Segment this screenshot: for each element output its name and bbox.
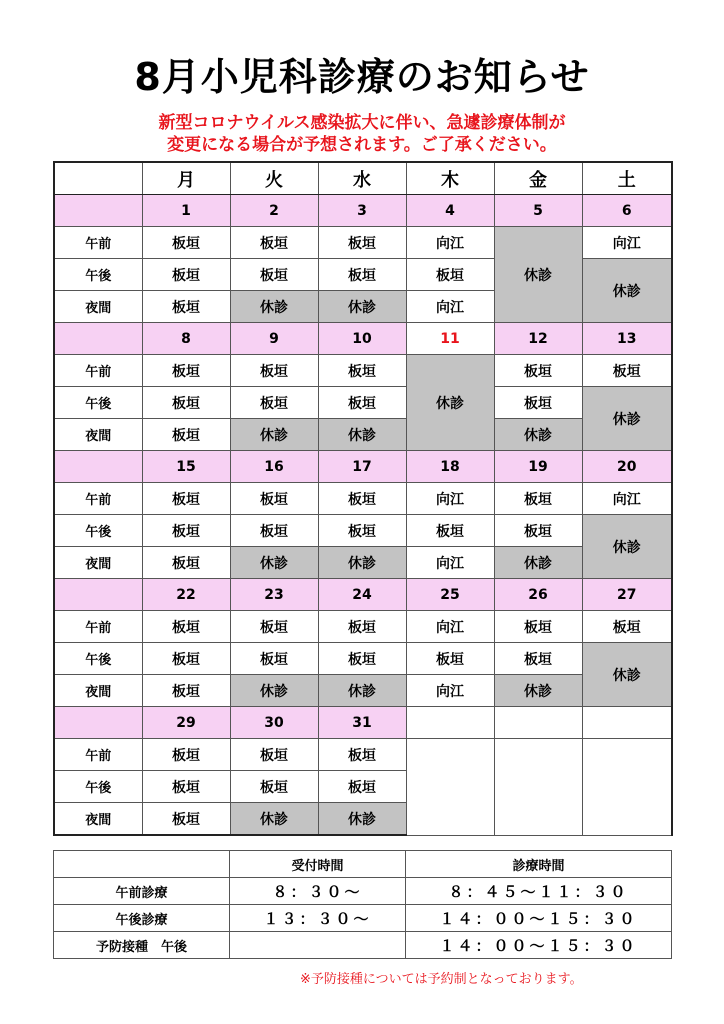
date-cell: 17 <box>318 451 406 483</box>
schedule-cell: 板垣 <box>230 227 318 259</box>
hours-table <box>53 850 672 959</box>
schedule-cell: 板垣 <box>318 355 406 387</box>
empty-date-cell <box>494 707 582 739</box>
date-cell: 1 <box>142 195 230 227</box>
slot-label-am: 午前 <box>54 611 142 643</box>
schedule-cell: 板垣 <box>142 387 230 419</box>
date-cell: 6 <box>582 195 672 227</box>
closed-cell: 休診 <box>230 675 318 707</box>
closed-cell: 休診 <box>230 419 318 451</box>
schedule-cell: 板垣 <box>142 739 230 771</box>
holiday-date-cell: 11 <box>406 323 494 355</box>
schedule-cell: 向江 <box>582 483 672 515</box>
date-cell: 25 <box>406 579 494 611</box>
hours-row-label: 午後診療 <box>54 905 230 932</box>
empty-cell <box>494 739 582 836</box>
date-cell: 8 <box>142 323 230 355</box>
schedule-cell: 板垣 <box>494 355 582 387</box>
slot-label-night: 夜間 <box>54 291 142 323</box>
slot-label-night: 夜間 <box>54 803 142 836</box>
date-cell: 24 <box>318 579 406 611</box>
day-header-fri: 金 <box>494 162 582 195</box>
schedule-cell: 向江 <box>406 291 494 323</box>
schedule-cell: 板垣 <box>318 483 406 515</box>
hours-row-label: 予防接種 午後 <box>54 932 230 959</box>
schedule-calendar <box>53 161 673 836</box>
schedule-cell: 板垣 <box>230 515 318 547</box>
empty-date-cell <box>582 707 672 739</box>
schedule-cell: 板垣 <box>230 771 318 803</box>
date-cell: 2 <box>230 195 318 227</box>
schedule-cell: 板垣 <box>406 259 494 291</box>
schedule-cell: 板垣 <box>142 355 230 387</box>
date-cell: 19 <box>494 451 582 483</box>
date-row-label <box>54 707 142 739</box>
schedule-cell: 向江 <box>406 227 494 259</box>
date-cell: 5 <box>494 195 582 227</box>
closed-cell: 休診 <box>318 419 406 451</box>
slot-label-pm: 午後 <box>54 643 142 675</box>
date-row-label <box>54 323 142 355</box>
hours-header-treatment: 診療時間 <box>406 851 672 878</box>
slot-label-am: 午前 <box>54 355 142 387</box>
closed-cell: 休診 <box>230 803 318 836</box>
slot-label-pm: 午後 <box>54 259 142 291</box>
schedule-cell: 板垣 <box>142 643 230 675</box>
notice-line-2: 変更になる場合が予想されます。ご了承ください。 <box>167 135 557 155</box>
schedule-cell: 板垣 <box>318 739 406 771</box>
day-header-thu: 木 <box>406 162 494 195</box>
slot-label-pm: 午後 <box>54 515 142 547</box>
treatment-time: ８：４５～１１：３０ <box>406 878 672 905</box>
schedule-cell: 板垣 <box>142 227 230 259</box>
schedule-cell: 板垣 <box>318 771 406 803</box>
closed-cell: 休診 <box>318 547 406 579</box>
date-cell: 18 <box>406 451 494 483</box>
date-cell: 20 <box>582 451 672 483</box>
slot-label-am: 午前 <box>54 739 142 771</box>
closed-cell: 休診 <box>582 387 672 451</box>
slot-label-pm: 午後 <box>54 387 142 419</box>
date-cell: 12 <box>494 323 582 355</box>
date-cell: 27 <box>582 579 672 611</box>
schedule-cell: 向江 <box>582 227 672 259</box>
reception-time: １３：３０～ <box>230 905 406 932</box>
schedule-cell: 板垣 <box>142 259 230 291</box>
slot-label-night: 夜間 <box>54 675 142 707</box>
closed-cell: 休診 <box>494 547 582 579</box>
schedule-cell: 板垣 <box>230 387 318 419</box>
corner-cell <box>54 162 142 195</box>
hours-corner-cell <box>54 851 230 878</box>
date-cell: 3 <box>318 195 406 227</box>
day-header-tue: 火 <box>230 162 318 195</box>
slot-label-am: 午前 <box>54 483 142 515</box>
closed-cell: 休診 <box>582 259 672 323</box>
date-cell: 4 <box>406 195 494 227</box>
page-title: 8月小児科診療のお知らせ <box>134 55 590 99</box>
date-cell: 15 <box>142 451 230 483</box>
treatment-time: １４：００～１５：３０ <box>406 932 672 959</box>
schedule-cell: 板垣 <box>230 259 318 291</box>
date-cell: 23 <box>230 579 318 611</box>
empty-cell <box>406 739 494 836</box>
schedule-cell: 板垣 <box>142 675 230 707</box>
slot-label-night: 夜間 <box>54 547 142 579</box>
hours-row-label: 午前診療 <box>54 878 230 905</box>
schedule-cell: 板垣 <box>230 643 318 675</box>
schedule-cell: 板垣 <box>318 227 406 259</box>
schedule-cell: 板垣 <box>230 739 318 771</box>
date-cell: 31 <box>318 707 406 739</box>
day-header-sat: 土 <box>582 162 672 195</box>
schedule-cell: 板垣 <box>142 611 230 643</box>
notice-line-1: 新型コロナウイルス感染拡大に伴い、急遽診療体制が <box>158 113 566 133</box>
schedule-cell: 板垣 <box>142 515 230 547</box>
schedule-cell: 板垣 <box>318 611 406 643</box>
closed-cell: 休診 <box>318 675 406 707</box>
schedule-cell: 板垣 <box>494 643 582 675</box>
date-cell: 16 <box>230 451 318 483</box>
empty-date-cell <box>406 707 494 739</box>
schedule-cell: 板垣 <box>142 419 230 451</box>
schedule-cell: 板垣 <box>494 483 582 515</box>
schedule-cell: 板垣 <box>142 803 230 836</box>
schedule-cell: 板垣 <box>582 355 672 387</box>
closed-cell: 休診 <box>230 547 318 579</box>
schedule-cell: 向江 <box>406 675 494 707</box>
date-cell: 9 <box>230 323 318 355</box>
schedule-cell: 板垣 <box>318 259 406 291</box>
day-header-mon: 月 <box>142 162 230 195</box>
schedule-cell: 板垣 <box>318 515 406 547</box>
closed-cell: 休診 <box>406 355 494 451</box>
schedule-cell: 板垣 <box>494 611 582 643</box>
schedule-cell: 板垣 <box>230 611 318 643</box>
closed-cell: 休診 <box>582 515 672 579</box>
date-cell: 10 <box>318 323 406 355</box>
closed-cell: 休診 <box>318 291 406 323</box>
date-cell: 29 <box>142 707 230 739</box>
schedule-cell: 板垣 <box>406 515 494 547</box>
closed-cell: 休診 <box>318 803 406 836</box>
slot-label-pm: 午後 <box>54 771 142 803</box>
schedule-cell: 板垣 <box>582 611 672 643</box>
treatment-time: １４：００～１５：３０ <box>406 905 672 932</box>
date-cell: 26 <box>494 579 582 611</box>
date-row-label <box>54 195 142 227</box>
day-header-wed: 水 <box>318 162 406 195</box>
schedule-cell: 板垣 <box>494 515 582 547</box>
empty-cell <box>582 739 672 836</box>
schedule-cell: 板垣 <box>406 643 494 675</box>
closed-cell: 休診 <box>494 675 582 707</box>
hours-header-reception: 受付時間 <box>230 851 406 878</box>
closed-cell: 休診 <box>494 419 582 451</box>
reception-time: ８：３０～ <box>230 878 406 905</box>
schedule-cell: 向江 <box>406 483 494 515</box>
schedule-cell: 板垣 <box>494 387 582 419</box>
closed-cell: 休診 <box>582 643 672 707</box>
date-cell: 22 <box>142 579 230 611</box>
schedule-cell: 板垣 <box>230 483 318 515</box>
date-cell: 30 <box>230 707 318 739</box>
schedule-cell: 板垣 <box>318 643 406 675</box>
schedule-cell: 板垣 <box>230 355 318 387</box>
reservation-footnote: ※予防接種については予約制となっております。 <box>300 972 583 987</box>
closed-cell: 休診 <box>494 227 582 323</box>
schedule-cell: 板垣 <box>318 387 406 419</box>
slot-label-am: 午前 <box>54 227 142 259</box>
reception-time <box>230 932 406 959</box>
date-row-label <box>54 451 142 483</box>
date-cell: 13 <box>582 323 672 355</box>
schedule-cell: 板垣 <box>142 547 230 579</box>
notice-text <box>0 112 724 156</box>
slot-label-night: 夜間 <box>54 419 142 451</box>
date-row-label <box>54 579 142 611</box>
schedule-cell: 向江 <box>406 547 494 579</box>
schedule-cell: 向江 <box>406 611 494 643</box>
schedule-cell: 板垣 <box>142 483 230 515</box>
schedule-cell: 板垣 <box>142 771 230 803</box>
closed-cell: 休診 <box>230 291 318 323</box>
schedule-cell: 板垣 <box>142 291 230 323</box>
